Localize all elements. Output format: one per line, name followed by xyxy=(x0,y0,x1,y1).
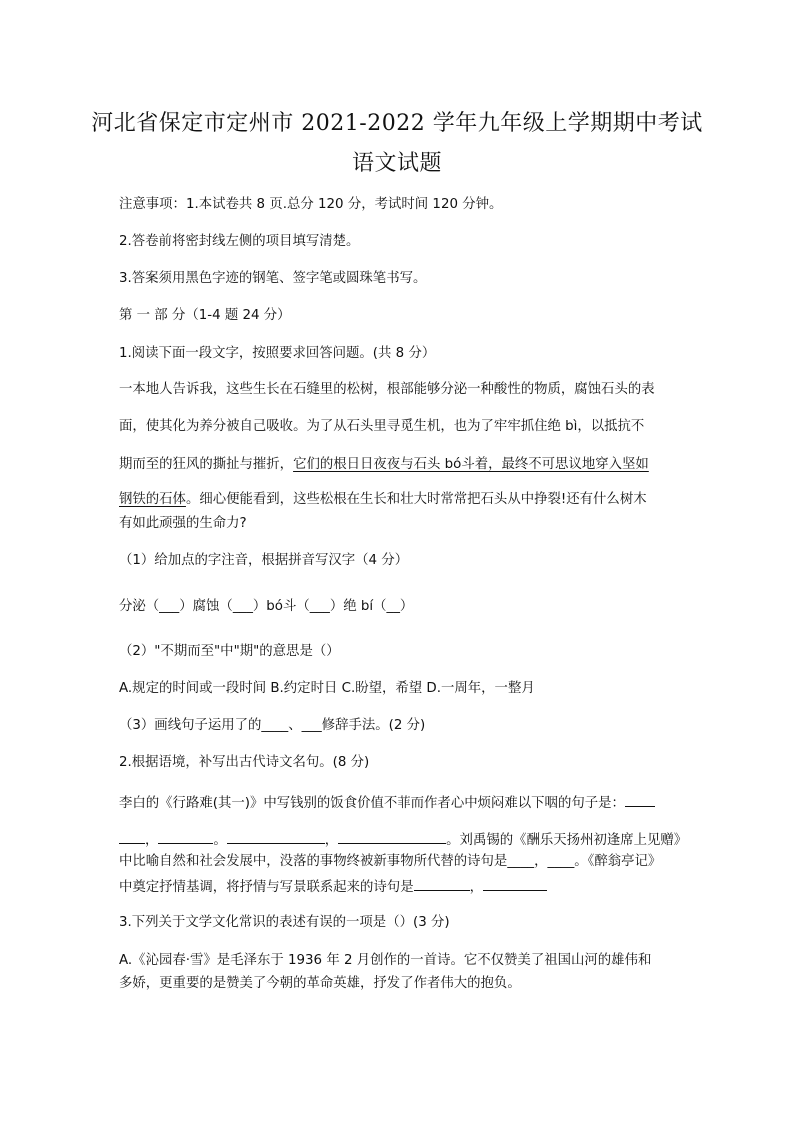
passage-line-1: 一本地人告诉我，这些生长在石缝里的松树，根部能够分泌一种酸性的物质，腐蚀石头的表 xyxy=(119,382,655,397)
question-2-stem: 2.根据语境，补写出古代诗文名句。(8 分) xyxy=(119,755,370,770)
sub-question-2: （2）"不期而至"中"期"的意思是（） xyxy=(119,644,340,659)
passage-line-4-plain: 。细心便能看到，这些松根在生长和壮大时常常把石头从中挣裂!还有什么树木 xyxy=(185,492,647,507)
question-2-line-1-text: 李白的《行路难(其一)》中写钱别的饭食价值不菲而作者心中烦闷难以下咽的句子是： xyxy=(119,796,625,811)
question-3-option-a-line-1: A.《沁园春·雪》是毛泽东于 1936 年 2 月创作的一首诗。它不仅赞美了祖国山河的雄伟和 xyxy=(119,953,652,968)
note-3: 3.答案须用黑色字迹的钢笔、签字笔或圆珠笔书写。 xyxy=(119,271,427,286)
passage-line-3 xyxy=(119,456,649,474)
question-1-stem: 1.阅读下面一段文字，按照要求回答问题。(共 8 分） xyxy=(119,346,436,361)
punct: ， xyxy=(324,833,339,848)
answer-blank xyxy=(119,829,145,844)
sub-question-2-options: A.规定的时间或一段时间 B.约定时日 C.盼望，希望 D.一周年，一整月 xyxy=(119,681,535,696)
question-3-option-a-line-2: 多娇，更重要的是赞美了今朝的革命英雄，抒发了作者伟大的抱负。 xyxy=(119,976,521,991)
punct: ， xyxy=(145,833,159,848)
question-2-line-2 xyxy=(119,829,687,850)
exam-title: 河北省保定市定州市 2021-2022 学年九年级上学期期中考试 xyxy=(91,111,703,136)
question-2-line-2-text: 。刘禹锡的《酬乐天扬州初逢席上见赠》 xyxy=(446,833,688,848)
sub-question-1-answers: 分泌（___）腐蚀（___）bó斗（___）绝 bí（__） xyxy=(119,599,414,614)
passage-line-2: 面，使其化为养分被自己吸收。为了从石头里寻觅生机，也为了牢牢抓住绝 bì，以抵抗不 xyxy=(119,419,645,434)
question-2-line-4 xyxy=(119,876,547,897)
answer-blank xyxy=(625,792,655,807)
passage-line-5: 有如此顽强的生命力? xyxy=(119,516,247,531)
note-1: 注意事项：1.本试卷共 8 页.总分 120 分，考试时间 120 分钟。 xyxy=(119,197,503,212)
sub-question-1: （1）给加点的字注音，根据拼音写汉字（4 分） xyxy=(119,553,409,568)
answer-blank xyxy=(414,876,470,891)
answer-blank xyxy=(227,829,325,844)
question-2-line-1 xyxy=(119,792,655,813)
sub-question-3: （3）画线句子运用了的____、___修辞手法。(2 分) xyxy=(119,718,426,733)
answer-blank xyxy=(483,876,547,891)
passage-line-4 xyxy=(119,491,647,509)
punct: ， xyxy=(469,880,483,895)
question-2-line-3: 中比喻自然和社会发展中，没落的事物终被新事物所代替的诗句是____，____。《醉翁亭记》 xyxy=(119,854,662,869)
note-2: 2.答卷前将密封线左侧的项目填写清楚。 xyxy=(119,234,360,249)
part-heading: 第 一 部 分（1-4 题 24 分） xyxy=(119,308,291,323)
question-3-stem: 3.下列关于文学文化常识的表述有误的一项是（）(3 分) xyxy=(119,915,450,930)
exam-subject-title: 语文试题 xyxy=(351,151,442,176)
punct: 。 xyxy=(213,833,227,848)
question-2-line-4-text: 中奠定抒情基调，将抒情与写景联系起来的诗句是 xyxy=(119,880,414,895)
underlined-sentence-part-1: 它们的根日日夜夜与石头 bó斗着，最终不可思议地穿入坚如 xyxy=(293,457,649,472)
answer-blank xyxy=(158,829,213,844)
passage-line-3-plain: 期而至的狂风的撕扯与摧折， xyxy=(119,457,294,472)
answer-blank xyxy=(338,829,446,844)
underlined-sentence-part-2: 钢铁的石体 xyxy=(119,492,186,507)
